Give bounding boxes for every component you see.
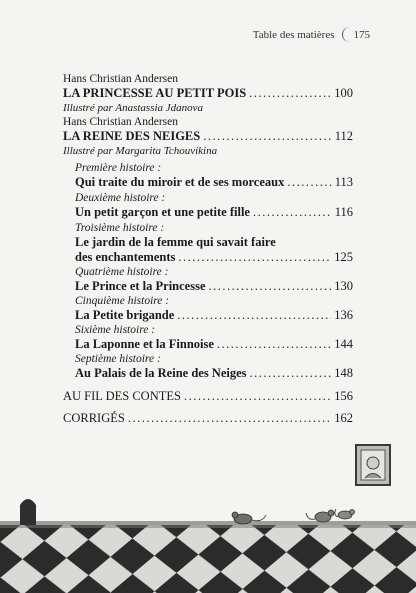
entry-title: Au Palais de la Reine des Neiges <box>75 366 247 380</box>
entry-title: AU FIL DES CONTES <box>63 389 181 403</box>
toc-entry-fil-des-contes[interactable] <box>63 389 353 404</box>
story-2 <box>75 191 353 220</box>
story-5 <box>75 294 353 323</box>
mouse-figure <box>335 509 355 519</box>
story-label: Quatrième histoire : <box>75 266 169 278</box>
entry-title: Le Prince et la Princesse <box>75 279 206 293</box>
page-arc-ornament <box>342 27 350 42</box>
entry-page: 125 <box>334 250 353 264</box>
entry-title: La Petite brigande <box>75 308 175 322</box>
dot-leader <box>249 86 331 101</box>
entry-page: 136 <box>334 308 353 322</box>
entry-page: 156 <box>334 389 353 403</box>
mouse-figure <box>306 510 334 522</box>
story-label: Cinquième histoire : <box>75 295 170 307</box>
entry-page: 144 <box>334 337 353 351</box>
toc-block-princesse <box>63 72 353 115</box>
checkered-floor <box>0 525 416 593</box>
toc-entry-story[interactable] <box>75 337 353 352</box>
story-label: Sixième histoire : <box>75 324 156 336</box>
dot-leader <box>203 129 332 144</box>
story-3 <box>75 221 353 265</box>
toc-entry-story[interactable] <box>75 308 353 323</box>
toc-entry-story[interactable] <box>75 250 353 265</box>
toc-entry-story[interactable] <box>75 279 353 294</box>
section-title: Table des matières <box>252 28 335 41</box>
dot-leader <box>287 175 331 190</box>
dot-leader <box>253 205 332 220</box>
toc-entry-reine[interactable] <box>63 129 353 144</box>
entry-page: 116 <box>334 205 353 219</box>
entry-page: 162 <box>334 411 353 425</box>
story-6 <box>75 323 353 352</box>
mouse-hole <box>20 499 36 525</box>
entry-page: 112 <box>334 129 353 143</box>
dot-leader <box>217 337 331 352</box>
entry-title-line: Le jardin de la femme qui savait faire <box>75 235 276 249</box>
illustrator: Illustré par Anastassia Jdanova <box>63 102 204 114</box>
dot-leader <box>178 250 331 265</box>
entry-title: La Laponne et la Finnoise <box>75 337 214 351</box>
entry-title: LA REINE DES NEIGES <box>63 129 201 143</box>
dot-leader <box>209 279 332 294</box>
page-number: 175 <box>353 28 370 41</box>
author: Hans Christian Andersen <box>63 116 178 128</box>
entry-page: 100 <box>334 86 353 100</box>
toc-block-corriges <box>63 411 353 426</box>
entry-page: 130 <box>334 279 353 293</box>
entry-page: 148 <box>334 366 353 380</box>
toc-block-fil <box>63 389 353 404</box>
running-header <box>253 27 370 42</box>
story-7 <box>75 352 353 381</box>
author: Hans Christian Andersen <box>63 73 178 85</box>
framed-portrait <box>356 445 390 485</box>
story-1 <box>75 161 353 190</box>
story-label: Deuxième histoire : <box>75 192 166 204</box>
entry-title: LA PRINCESSE AU PETIT POIS <box>63 86 247 100</box>
entry-title: Qui traite du miroir et de ses morceaux <box>75 175 285 189</box>
toc-entry-story[interactable] <box>75 205 353 220</box>
dot-leader <box>128 411 331 426</box>
story-label: Première histoire : <box>75 162 162 174</box>
dot-leader <box>184 389 331 404</box>
toc-entry-story[interactable] <box>75 175 353 190</box>
entry-title: des enchantements <box>75 250 176 264</box>
story-label: Septième histoire : <box>75 353 161 365</box>
entry-title: Un petit garçon et une petite fille <box>75 205 250 219</box>
dot-leader <box>250 366 332 381</box>
toc-entry-princesse[interactable] <box>63 86 353 101</box>
illustrator: Illustré par Margarita Tchouvikina <box>63 145 218 157</box>
entry-title: CORRIGÉS <box>63 411 125 425</box>
story-label: Troisième histoire : <box>75 222 165 234</box>
toc-entry-story[interactable] <box>75 366 353 381</box>
toc-block-reine <box>63 115 353 158</box>
floor-illustration <box>0 435 416 593</box>
story-4 <box>75 265 353 294</box>
dot-leader <box>177 308 331 323</box>
entry-page: 113 <box>334 175 353 189</box>
toc-entry-corriges[interactable] <box>63 411 353 426</box>
